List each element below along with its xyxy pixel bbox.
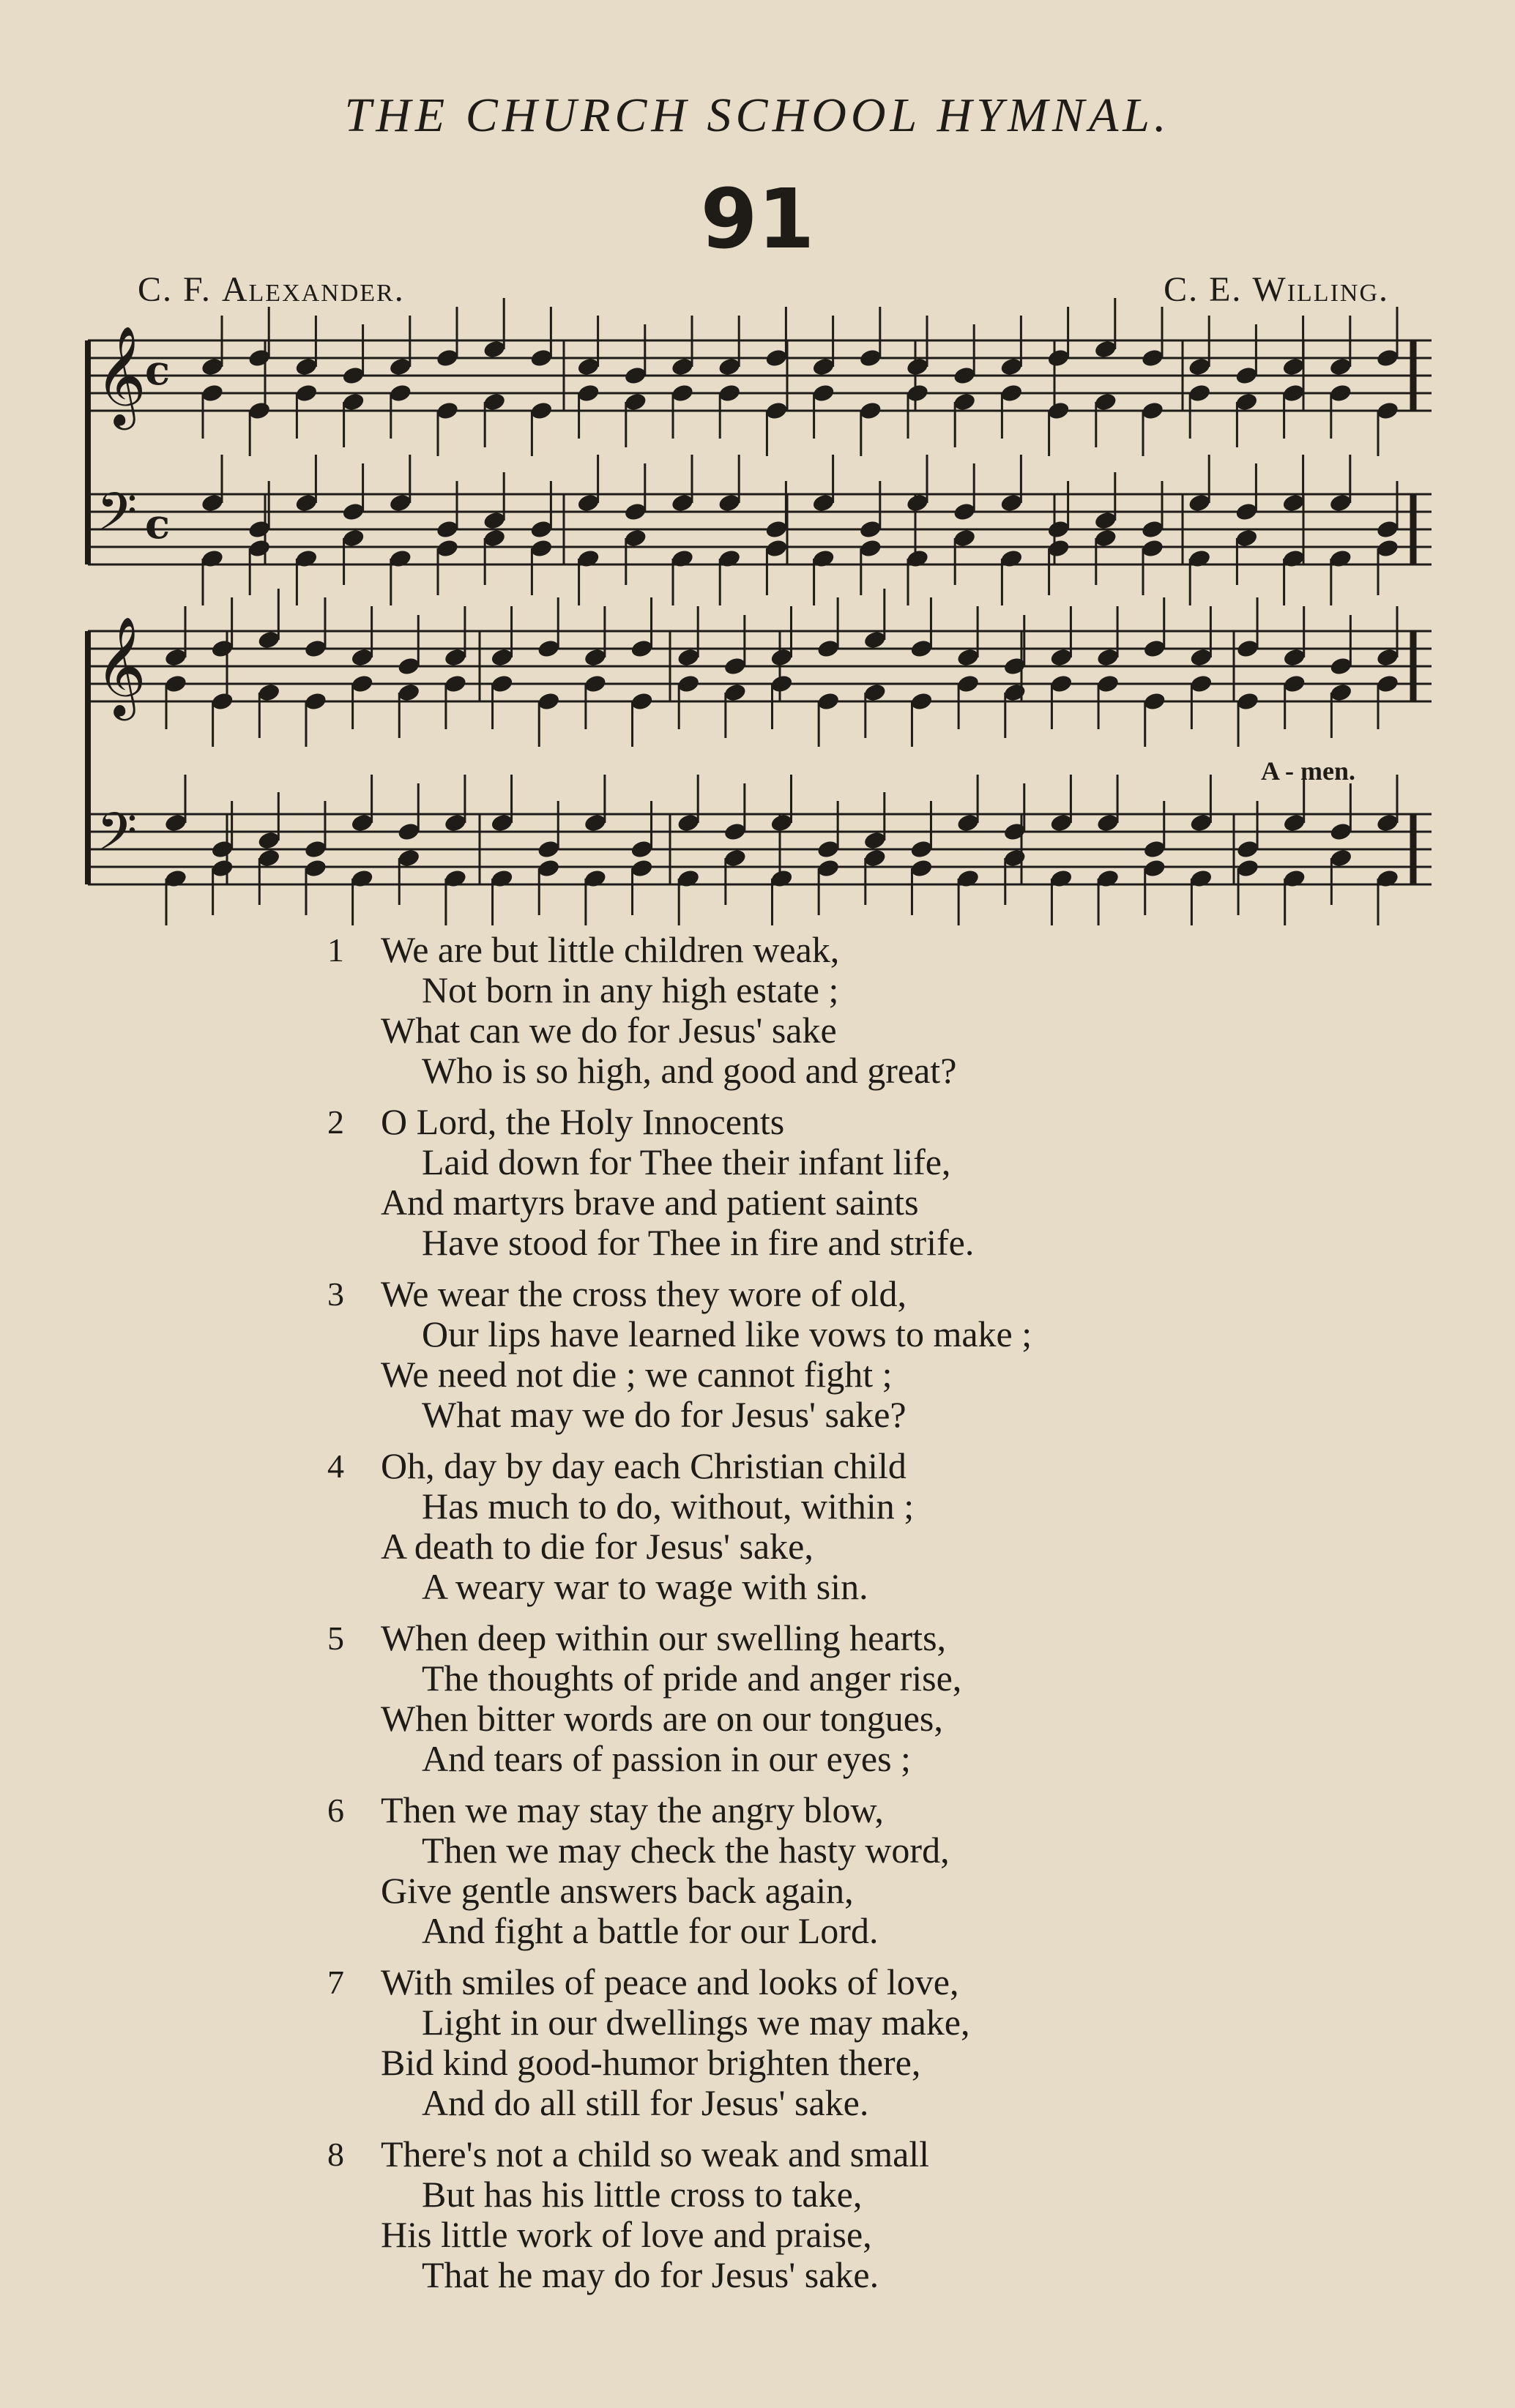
verse-line: We are but little children weak, (381, 929, 840, 970)
book-title: THE CHURCH SCHOOL HYMNAL. (344, 89, 1171, 142)
verse-line: Bid kind good-humor brighten there, (381, 2042, 921, 2083)
verse-number: 7 (327, 1964, 344, 2001)
verse-line: What may we do for Jesus' sake? (422, 1394, 907, 1435)
time-signature: c (145, 500, 171, 548)
verse-line: His little work of love and praise, (381, 2214, 872, 2255)
verse-line: What can we do for Jesus' sake (381, 1010, 837, 1051)
hymn-number: 91 (700, 172, 815, 267)
verse-line: Who is so high, and good and great? (422, 1050, 957, 1091)
verse-line: And do all still for Jesus' sake. (422, 2082, 869, 2123)
verse-line: The thoughts of pride and anger rise, (422, 1658, 962, 1699)
verse-line: With smiles of peace and looks of love, (381, 1961, 959, 2002)
words-author-surname: Alexander. (221, 270, 405, 309)
verse-number: 1 (327, 931, 344, 969)
verse-number: 2 (327, 1103, 344, 1141)
verse-line: Oh, day by day each Christian child (381, 1445, 907, 1486)
verse-line: Not born in any high estate ; (422, 969, 839, 1010)
verse-number: 6 (327, 1792, 344, 1829)
treble-clef-icon: 𝄞 (95, 324, 146, 425)
verse (322, 2134, 1032, 2295)
verse-number: 5 (327, 1619, 344, 1657)
bass-clef-icon: 𝄢 (97, 482, 138, 555)
verse-line: But has his little cross to take, (422, 2174, 863, 2215)
verse-line: Have stood for Thee in fire and strife. (422, 1222, 975, 1263)
verse-number: 8 (327, 2136, 344, 2173)
verse (322, 1962, 1032, 2123)
verse-line: And fight a battle for our Lord. (422, 1910, 879, 1951)
words-author-initials: C. F. (138, 270, 222, 309)
verse-line: O Lord, the Holy Innocents (381, 1101, 785, 1142)
verse-line: Laid down for Thee their infant life, (422, 1141, 951, 1182)
verse-line: When deep within our swelling hearts, (381, 1617, 947, 1658)
verse-line: And tears of passion in our eyes ; (422, 1738, 911, 1779)
bass-clef-icon: 𝄢 (97, 802, 138, 875)
verse (322, 1618, 1032, 1779)
treble-clef-icon: 𝄞 (95, 615, 146, 716)
verse-number: 3 (327, 1275, 344, 1313)
verse (322, 1446, 1032, 1607)
music-score (0, 0, 1515, 952)
verse (322, 930, 1032, 1091)
verse-line: When bitter words are on our tongues, (381, 1698, 943, 1739)
verse-line: Give gentle answers back again, (381, 1870, 854, 1911)
verse-line: A weary war to wage with sin. (422, 1566, 868, 1607)
verse-line: We need not die ; we cannot fight ; (381, 1354, 893, 1395)
time-signature: c (145, 346, 171, 395)
verse-line: A death to die for Jesus' sake, (381, 1526, 814, 1567)
amen-text: A - men. (1261, 756, 1355, 786)
verse-line: Then we may stay the angry blow, (381, 1789, 884, 1830)
verse-line: Then we may check the hasty word, (422, 1830, 950, 1871)
verse-line: There's not a child so weak and small (381, 2133, 930, 2174)
verse-line: And martyrs brave and patient saints (381, 1182, 919, 1223)
verses (322, 930, 1032, 2306)
verse (322, 1274, 1032, 1435)
verse (322, 1102, 1032, 1263)
verse-number: 4 (327, 1447, 344, 1485)
verse (322, 1790, 1032, 1951)
verse-line: That he may do for Jesus' sake. (422, 2254, 879, 2295)
tune-author-surname: Willing. (1252, 270, 1389, 309)
verse-line: Light in our dwellings we may make, (422, 2002, 970, 2043)
verse-line: Has much to do, without, within ; (422, 1486, 915, 1527)
verse-line: We wear the cross they wore of old, (381, 1273, 907, 1314)
tune-author-initials: C. E. (1164, 270, 1253, 309)
verse-line: Our lips have learned like vows to make ; (422, 1313, 1032, 1354)
